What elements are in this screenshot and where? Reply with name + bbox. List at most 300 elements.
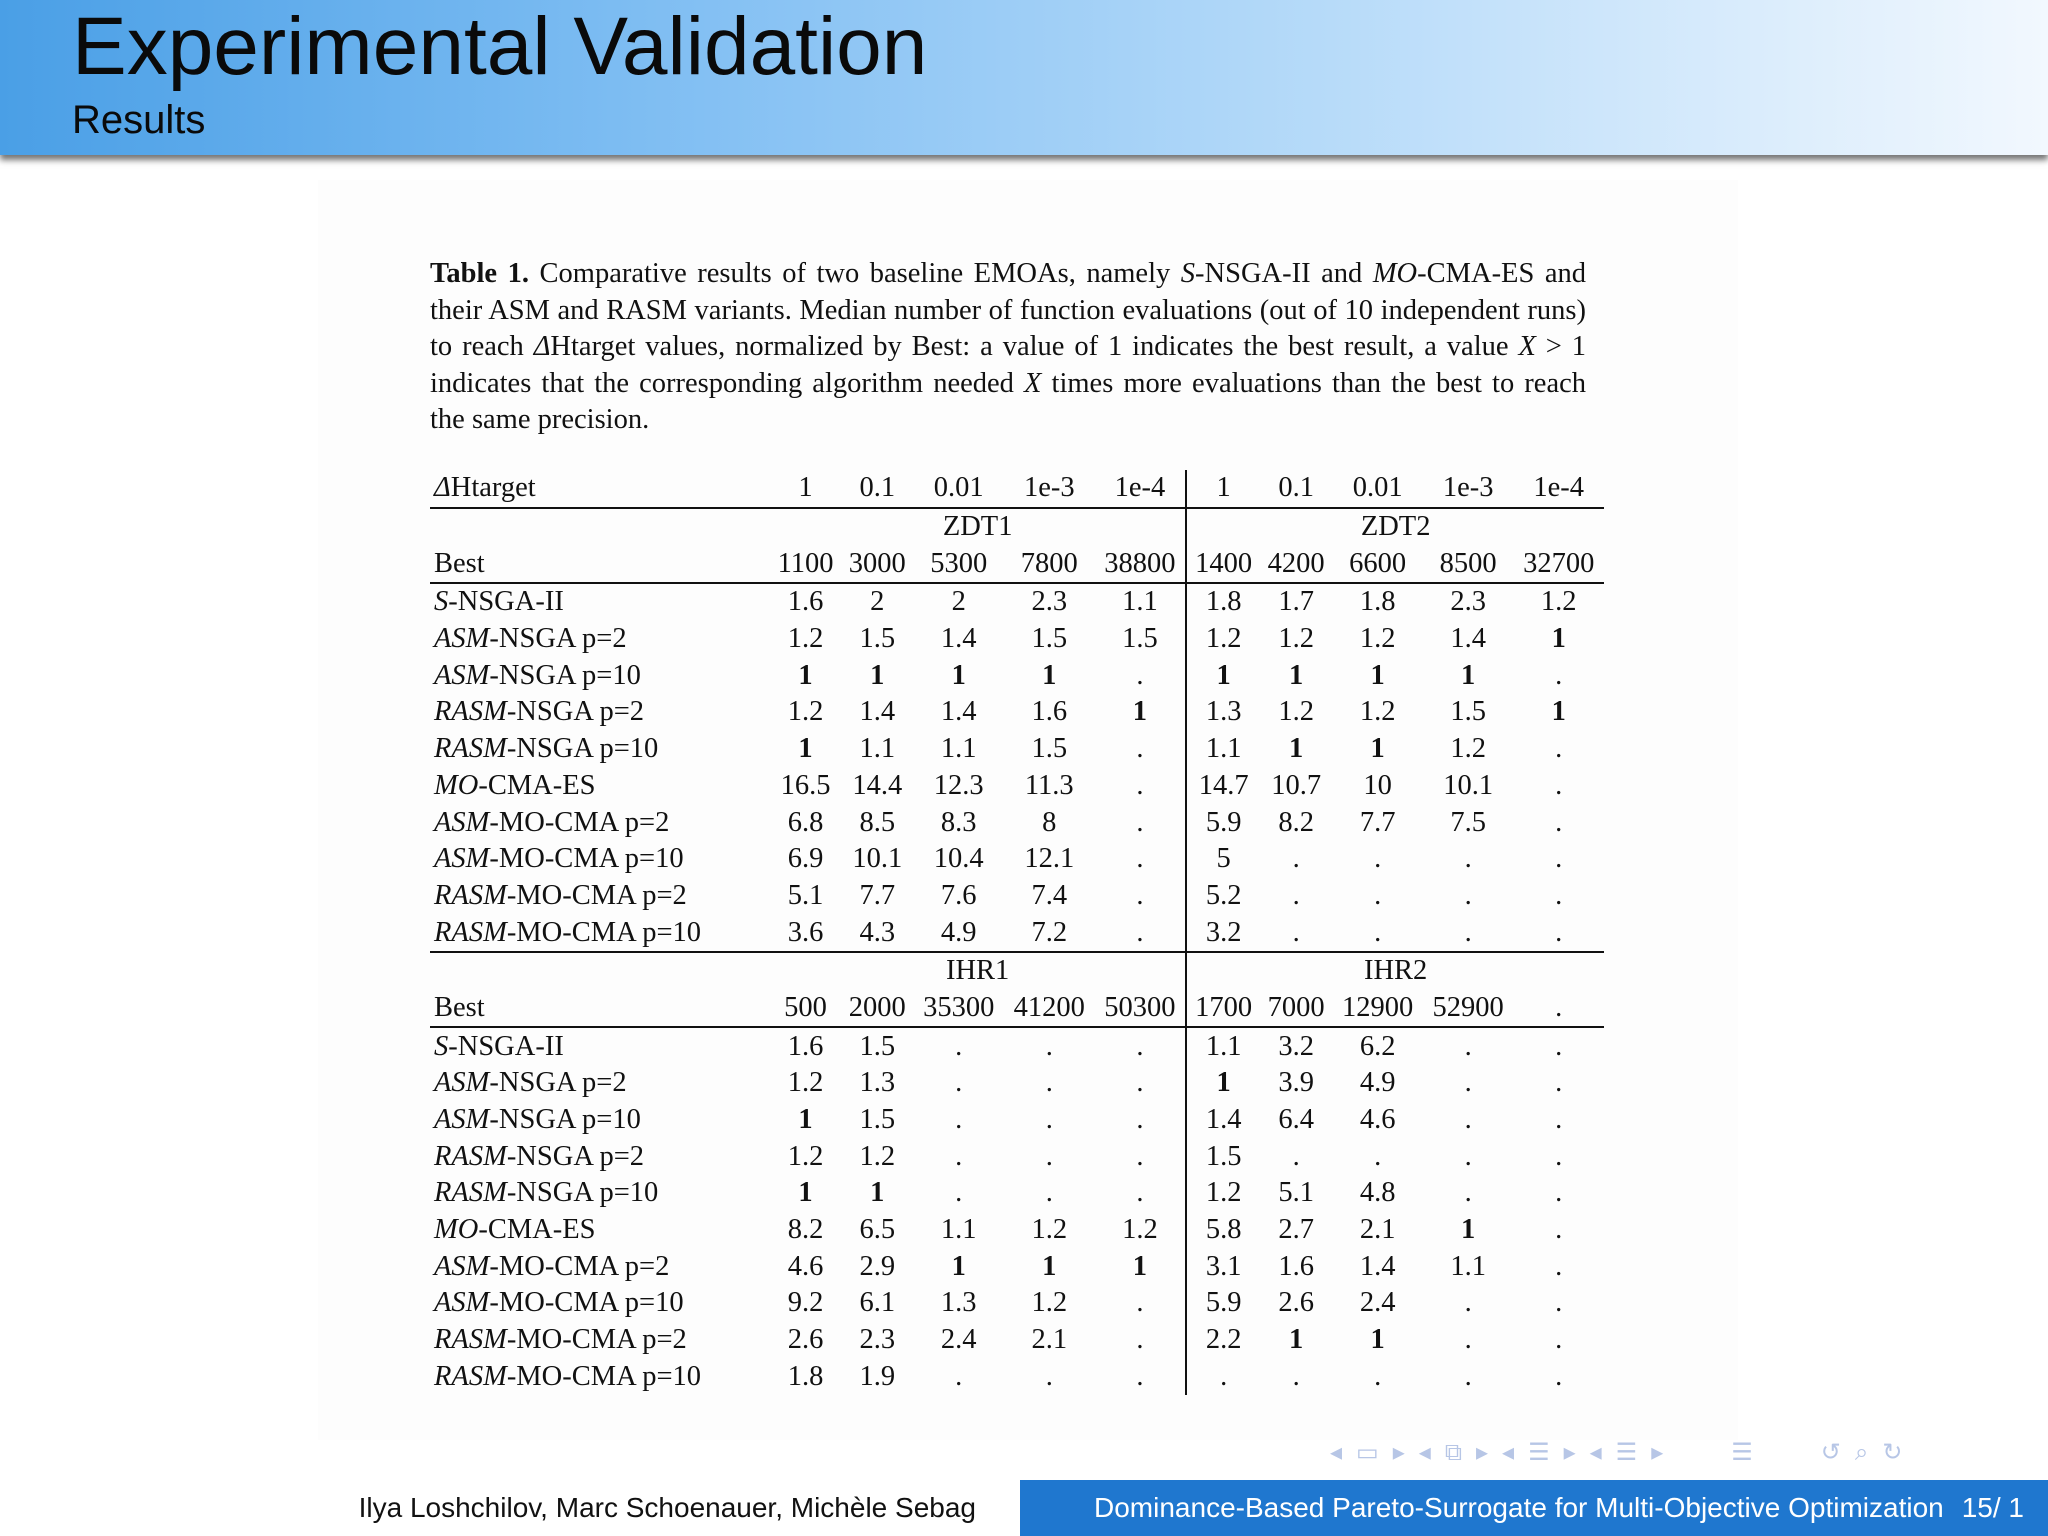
table-row (430, 1102, 1604, 1139)
value-cell: 1.2 (787, 1140, 824, 1172)
value-cell: . (1095, 1102, 1187, 1139)
value-cell: 1.1 (1450, 1250, 1486, 1282)
value-cell: . (1095, 914, 1187, 952)
value-cell: 4.6 (787, 1250, 824, 1282)
value-cell: 7.4 (1031, 879, 1068, 911)
value-cell: 1.2 (787, 696, 824, 728)
caption-text: -CMA-ES and their ASM and RASM variants. Median number of function evaluations (out of 10 independent runs) to reach (430, 258, 1586, 363)
value-cell: . (1220, 1360, 1228, 1392)
table-caption (430, 256, 1586, 439)
best-label: Best (434, 547, 485, 579)
algorithm-name: RASM-NSGA p=2 (434, 696, 645, 728)
value-cell: 10.1 (852, 843, 903, 875)
value-cell: 2.3 (1423, 583, 1514, 621)
blank-cell (430, 508, 770, 546)
value-cell: . (1464, 1287, 1472, 1319)
algorithm-name: RASM-NSGA p=2 (434, 1140, 645, 1172)
caption-text: Htarget values, normalized by Best: a value of 1 indicates the best result, a value (550, 331, 1519, 363)
algorithm-name: MO-CMA-ES (434, 1214, 596, 1246)
target-header: ΔHtarget (434, 472, 536, 504)
footer-authors: Ilya Loshchilov, Marc Schoenauer, Michèle Sebag (0, 1480, 1020, 1536)
value-cell: 1.2 (787, 623, 824, 655)
value-cell: 1.4 (940, 696, 977, 728)
delta-symbol: Δ (434, 472, 451, 504)
algorithm-name: RASM-MO-CMA p=10 (434, 1360, 702, 1392)
target-header-cell: 1e-4 (1533, 472, 1585, 504)
caption-label: Table 1. (430, 258, 529, 289)
caption-text: X (1518, 331, 1536, 363)
value-cell: 8 (1042, 806, 1057, 838)
best-cell: 8500 (1439, 547, 1497, 579)
value-cell: 1.2 (1278, 696, 1314, 728)
value-cell: . (1374, 916, 1382, 948)
value-cell: 1.5 (859, 623, 896, 655)
value-cell: 1.2 (1513, 583, 1604, 621)
best-cell: 1100 (777, 547, 834, 579)
value-cell: 1 (1216, 1067, 1231, 1099)
value-cell: . (1095, 657, 1187, 694)
value-cell: . (1292, 879, 1300, 911)
table-row (430, 1322, 1604, 1359)
value-cell: . (1555, 916, 1563, 948)
results-table (430, 470, 1604, 1395)
target-header-cell: 1e-3 (1442, 472, 1494, 504)
value-cell: . (1555, 806, 1563, 838)
best-cell: 500 (784, 991, 827, 1023)
value-cell: 1.2 (1205, 1177, 1242, 1209)
value-cell: . (1464, 1140, 1472, 1172)
target-header-cell: 1e-3 (1023, 472, 1075, 504)
problem-row (430, 508, 1604, 546)
value-cell: 14.4 (852, 769, 903, 801)
algorithm-name: ASM-NSGA p=10 (434, 1104, 641, 1136)
value-cell: . (1555, 769, 1563, 801)
algorithm-prefix: ASM (434, 659, 490, 691)
value-cell: . (1095, 1322, 1187, 1359)
value-cell: 1.2 (1031, 1214, 1068, 1246)
value-cell: 1 (1216, 659, 1231, 691)
value-cell: . (1292, 843, 1300, 875)
algorithm-prefix: RASM (434, 733, 507, 765)
value-cell: . (1095, 841, 1187, 878)
value-cell: . (1374, 1360, 1382, 1392)
value-cell: 1.5 (1031, 623, 1068, 655)
value-cell: 1.5 (1095, 621, 1187, 658)
value-cell: 2 (913, 583, 1004, 621)
value-cell: 1 (1042, 1250, 1057, 1282)
table-row (430, 1138, 1604, 1175)
algorithm-prefix: RASM (434, 1140, 507, 1172)
caption-text: X (1024, 367, 1042, 399)
value-cell: . (1464, 1324, 1472, 1356)
caption-text: -NSGA-II and (1195, 258, 1373, 289)
best-cell: 5300 (930, 547, 988, 579)
nav-next-section-icon[interactable]: ▸ (1475, 1438, 1489, 1466)
value-cell: 1.2 (1031, 1287, 1068, 1319)
best-cell: 12900 (1342, 991, 1414, 1023)
value-cell: 1 (1370, 1324, 1385, 1356)
best-row (430, 545, 1604, 583)
best-cell: . (1555, 991, 1563, 1023)
algorithm-prefix: RASM (434, 879, 507, 911)
algorithm-prefix: ASM (434, 843, 490, 875)
value-cell: 9.2 (787, 1287, 824, 1319)
value-cell: . (1292, 1140, 1300, 1172)
value-cell: . (1555, 1067, 1563, 1099)
algorithm-prefix: ASM (434, 1067, 490, 1099)
value-cell: 1.3 (940, 1287, 977, 1319)
algorithm-name: RASM-NSGA p=10 (434, 733, 659, 765)
value-cell: 10.7 (1271, 769, 1322, 801)
value-cell: 1.5 (1205, 1140, 1242, 1172)
value-cell: . (1292, 1360, 1300, 1392)
value-cell: . (1292, 916, 1300, 948)
table-row (430, 1065, 1604, 1102)
value-cell: . (1555, 879, 1563, 911)
table-row (430, 804, 1604, 841)
slide-title: Experimental Validation (72, 1, 928, 92)
target-header-cell: 0.1 (1278, 472, 1314, 504)
value-cell: . (1374, 879, 1382, 911)
value-cell: 2.6 (1278, 1287, 1314, 1319)
table-row (430, 583, 1604, 621)
algorithm-prefix: RASM (434, 1360, 507, 1392)
problem-name: ZDT1 (770, 508, 1186, 546)
slide-header (0, 0, 2048, 155)
table-row (430, 914, 1604, 952)
value-cell: 1 (951, 1250, 966, 1282)
value-cell: 2.4 (940, 1324, 977, 1356)
value-cell: . (1555, 1287, 1563, 1319)
value-cell: 1.6 (770, 1027, 841, 1065)
nav-prev-list-icon[interactable]: ◂ (1589, 1438, 1602, 1466)
value-cell: 10.4 (933, 843, 984, 875)
value-cell: 8.3 (940, 806, 977, 838)
value-cell: 1.1 (1186, 1027, 1260, 1065)
value-cell: 1.8 (787, 1360, 824, 1392)
algorithm-prefix: RASM (434, 1177, 507, 1209)
value-cell: 1.5 (1450, 696, 1486, 728)
best-cell: 41200 (1013, 991, 1085, 1023)
value-cell: . (1464, 1104, 1472, 1136)
value-cell: . (1045, 1067, 1053, 1099)
value-cell: 1.1 (940, 1214, 977, 1246)
value-cell: 7.2 (1031, 916, 1068, 948)
value-cell: . (1095, 878, 1187, 915)
value-cell: 1 (1370, 733, 1385, 765)
value-cell: . (955, 1360, 963, 1392)
value-cell: . (955, 1104, 963, 1136)
value-cell: . (1045, 1104, 1053, 1136)
value-cell: 1.8 (1186, 583, 1260, 621)
value-cell: 1.6 (1278, 1250, 1314, 1282)
value-cell: 2.4 (1359, 1287, 1396, 1319)
value-cell: 8.2 (1278, 806, 1314, 838)
algorithm-name: ASM-MO-CMA p=2 (434, 806, 670, 838)
value-cell: 3.9 (1278, 1067, 1314, 1099)
value-cell: 1.5 (841, 1027, 913, 1065)
value-cell: 7.7 (859, 879, 896, 911)
value-cell: . (1555, 1140, 1563, 1172)
algorithm-name: RASM-MO-CMA p=2 (434, 1324, 687, 1356)
value-cell: 1.4 (1450, 623, 1486, 655)
footer-talk-title: Dominance-Based Pareto-Surrogate for Multi-Objective Optimization (1094, 1492, 1944, 1523)
algorithm-prefix: ASM (434, 1287, 490, 1319)
caption-text: Δ (533, 331, 551, 363)
value-cell: 4.8 (1359, 1177, 1396, 1209)
value-cell: . (1555, 1250, 1563, 1282)
value-cell: 2.7 (1278, 1214, 1314, 1246)
nav-forward-icon[interactable]: ↻ (1882, 1438, 1903, 1466)
target-header-cell: 0.01 (1352, 472, 1403, 504)
value-cell: . (955, 1140, 963, 1172)
value-cell: 1.2 (859, 1140, 896, 1172)
caption-text: S (1180, 258, 1196, 289)
algorithm-prefix: RASM (434, 696, 507, 728)
nav-outline-icon[interactable]: ☰ (1731, 1438, 1753, 1466)
value-cell: 2 (841, 583, 913, 621)
value-cell: 2.6 (787, 1324, 824, 1356)
algorithm-name: RASM-NSGA p=10 (434, 1177, 659, 1209)
nav-next-frame-icon[interactable]: ▸ (1392, 1438, 1405, 1466)
target-header-cell: 1e-4 (1095, 470, 1187, 508)
value-cell: 1.5 (859, 1104, 896, 1136)
value-cell: 6.4 (1278, 1104, 1314, 1136)
value-cell: . (1555, 843, 1563, 875)
value-cell: 6.5 (859, 1214, 896, 1246)
value-cell: 1 (1289, 1324, 1304, 1356)
value-cell: 1 (1289, 659, 1304, 691)
value-cell: . (1464, 916, 1472, 948)
best-cell: 1400 (1195, 547, 1253, 579)
value-cell: 1.2 (1359, 623, 1396, 655)
value-cell: 1.7 (1260, 583, 1332, 621)
value-cell: . (1045, 1360, 1053, 1392)
value-cell: . (1095, 731, 1187, 768)
value-cell: 1.1 (1205, 733, 1242, 765)
value-cell: 4.9 (940, 916, 977, 948)
value-cell: . (1555, 733, 1563, 765)
value-cell: 5.8 (1205, 1214, 1242, 1246)
table-row (430, 841, 1604, 878)
problem-name: IHR2 (1186, 952, 1604, 990)
value-cell: 6.2 (1332, 1027, 1423, 1065)
table-row (430, 731, 1604, 768)
table-row (430, 1359, 1604, 1396)
problem-row (430, 952, 1604, 990)
value-cell: 5.1 (1278, 1177, 1314, 1209)
nav-list-icon[interactable]: ☰ (1615, 1438, 1638, 1466)
best-cell: 7800 (1020, 547, 1078, 579)
value-cell: . (1464, 879, 1472, 911)
value-cell: 1.2 (1095, 1212, 1187, 1249)
value-cell: . (1464, 1360, 1472, 1392)
value-cell: 1.6 (770, 583, 841, 621)
table-row (430, 1175, 1604, 1212)
value-cell: 16.5 (780, 769, 831, 801)
algorithm-prefix: S (434, 586, 449, 618)
slide-subtitle: Results (72, 98, 206, 142)
value-cell: 3.2 (1260, 1027, 1332, 1065)
value-cell: . (1095, 1065, 1187, 1102)
value-cell: 1.5 (1031, 733, 1068, 765)
value-cell: 1 (1289, 733, 1304, 765)
value-cell: 2.2 (1205, 1324, 1242, 1356)
value-cell: 1 (798, 1177, 813, 1209)
value-cell: 5.1 (787, 879, 824, 911)
caption-text: MO (1372, 258, 1418, 289)
value-cell: 1.1 (859, 733, 896, 765)
value-cell: 10.1 (1443, 769, 1494, 801)
problem-name: ZDT2 (1186, 508, 1604, 546)
table-row (430, 657, 1604, 694)
beamer-navigation (1330, 1434, 1902, 1470)
algorithm-prefix: ASM (434, 1250, 490, 1282)
value-cell: 5.9 (1205, 1287, 1242, 1319)
value-cell: 7.7 (1359, 806, 1396, 838)
value-cell: 1.1 (1095, 583, 1187, 621)
value-cell: . (1095, 768, 1187, 805)
value-cell: 1 (798, 733, 813, 765)
value-cell: . (1555, 1104, 1563, 1136)
value-cell: . (1095, 804, 1187, 841)
value-cell: 3.2 (1205, 916, 1242, 948)
best-row (430, 990, 1604, 1028)
value-cell: 4.9 (1359, 1067, 1396, 1099)
value-cell: 5.9 (1205, 806, 1242, 838)
value-cell: 1.2 (1450, 733, 1486, 765)
value-cell: . (1095, 1285, 1187, 1322)
table-row (430, 1285, 1604, 1322)
value-cell: . (1555, 659, 1563, 691)
algorithm-name: RASM-MO-CMA p=10 (434, 916, 702, 948)
value-cell: 1 (1461, 1214, 1476, 1246)
value-cell: . (1004, 1027, 1095, 1065)
value-cell: 3.1 (1205, 1250, 1242, 1282)
nav-back-icon[interactable]: ↺ (1820, 1438, 1841, 1466)
value-cell: . (1045, 1177, 1053, 1209)
algorithm-prefix: MO (434, 1214, 479, 1246)
value-cell: 1 (1551, 623, 1566, 655)
value-cell: 1 (951, 659, 966, 691)
footer-page-number: 15/ 1 (1961, 1492, 2024, 1523)
best-cell: 6600 (1349, 547, 1407, 579)
value-cell: . (1464, 843, 1472, 875)
value-cell: 4.6 (1359, 1104, 1396, 1136)
value-cell: 5 (1216, 843, 1231, 875)
value-cell: 4.3 (859, 916, 896, 948)
table-row (430, 878, 1604, 915)
best-cell: 32700 (1523, 547, 1595, 579)
best-cell: 52900 (1432, 991, 1504, 1023)
caption-text: > 1 indicates that the corresponding algorithm needed (430, 331, 1587, 399)
value-cell: 1 (1551, 696, 1566, 728)
value-cell: 2.1 (1359, 1214, 1396, 1246)
algorithm-name: ASM-MO-CMA p=10 (434, 1287, 684, 1319)
best-cell: 3000 (848, 547, 906, 579)
value-cell: 10 (1363, 769, 1392, 801)
table-row (430, 1248, 1604, 1285)
value-cell: . (1374, 843, 1382, 875)
value-cell: . (1045, 1140, 1053, 1172)
value-cell: 2.1 (1031, 1324, 1068, 1356)
nav-next-list-icon[interactable]: ▸ (1651, 1438, 1664, 1466)
value-cell: 1.8 (1332, 583, 1423, 621)
algorithm-name: ASM-MO-CMA p=10 (434, 843, 684, 875)
value-cell: 1 (870, 659, 885, 691)
value-cell: 7.6 (940, 879, 977, 911)
algorithm-name: ASM-NSGA p=2 (434, 623, 627, 655)
value-cell: 1.2 (1205, 623, 1242, 655)
best-cell: 35300 (923, 991, 995, 1023)
algorithm-name: RASM-MO-CMA p=2 (434, 879, 687, 911)
value-cell: 1 (1095, 1248, 1187, 1285)
algorithm-prefix: S (434, 1030, 449, 1062)
value-cell: 14.7 (1198, 769, 1249, 801)
value-cell: 1.2 (1278, 623, 1314, 655)
blank-cell (430, 952, 770, 990)
value-cell: 1.4 (859, 696, 896, 728)
value-cell: 11.3 (1024, 769, 1074, 801)
value-cell: 5.2 (1205, 879, 1242, 911)
target-header-cell: 1 (798, 472, 813, 504)
algorithm-prefix: ASM (434, 806, 490, 838)
value-cell: 1.2 (1359, 696, 1396, 728)
value-cell: . (1513, 1027, 1604, 1065)
nav-subsection-icon[interactable]: ☰ (1528, 1438, 1550, 1466)
nav-prev-frame-icon[interactable]: ◂ (1330, 1438, 1343, 1466)
value-cell: 8.2 (787, 1214, 824, 1246)
best-label: Best (434, 991, 485, 1023)
nav-prev-subsection-icon[interactable]: ◂ (1502, 1438, 1515, 1466)
value-cell: . (955, 1177, 963, 1209)
best-cell: 7000 (1267, 991, 1325, 1023)
nav-frame-icon[interactable]: ▭ (1356, 1438, 1379, 1466)
best-cell: 4200 (1267, 547, 1325, 579)
value-cell: 1 (1095, 694, 1187, 731)
target-header-cell: 0.01 (933, 472, 984, 504)
caption-text: times more evaluations than the best to reach the same precision. (430, 367, 1586, 436)
best-cell: 1700 (1195, 991, 1253, 1023)
algorithm-name: ASM-NSGA p=2 (434, 1067, 627, 1099)
value-cell: 6.9 (787, 843, 824, 875)
algorithm-name: S-NSGA-II (430, 583, 770, 621)
value-cell: 1 (798, 659, 813, 691)
value-cell: 1.6 (1031, 696, 1068, 728)
value-cell: 8.5 (859, 806, 896, 838)
value-cell: . (1374, 1140, 1382, 1172)
value-cell: . (1095, 1138, 1187, 1175)
value-cell: 2.3 (1004, 583, 1095, 621)
value-cell: 12.1 (1024, 843, 1075, 875)
nav-prev-section-icon[interactable]: ◂ (1418, 1438, 1431, 1466)
value-cell: . (1555, 1177, 1563, 1209)
nav-next-subsection-icon[interactable]: ▸ (1563, 1438, 1576, 1466)
value-cell: 1.9 (859, 1360, 896, 1392)
value-cell: 1 (1461, 659, 1476, 691)
algorithm-name: ASM-MO-CMA p=2 (434, 1250, 670, 1282)
nav-search-icon[interactable]: ⌕ (1854, 1438, 1869, 1466)
value-cell: 7.5 (1450, 806, 1486, 838)
nav-section-icon[interactable]: ⧉ (1444, 1438, 1462, 1466)
table-row (430, 1027, 1604, 1065)
algorithm-prefix: RASM (434, 1324, 507, 1356)
algorithm-name: ASM-NSGA p=10 (434, 659, 641, 691)
value-cell: 1.4 (1205, 1104, 1242, 1136)
value-cell: 1.4 (1359, 1250, 1396, 1282)
value-cell: . (955, 1067, 963, 1099)
value-cell: . (1555, 1214, 1563, 1246)
